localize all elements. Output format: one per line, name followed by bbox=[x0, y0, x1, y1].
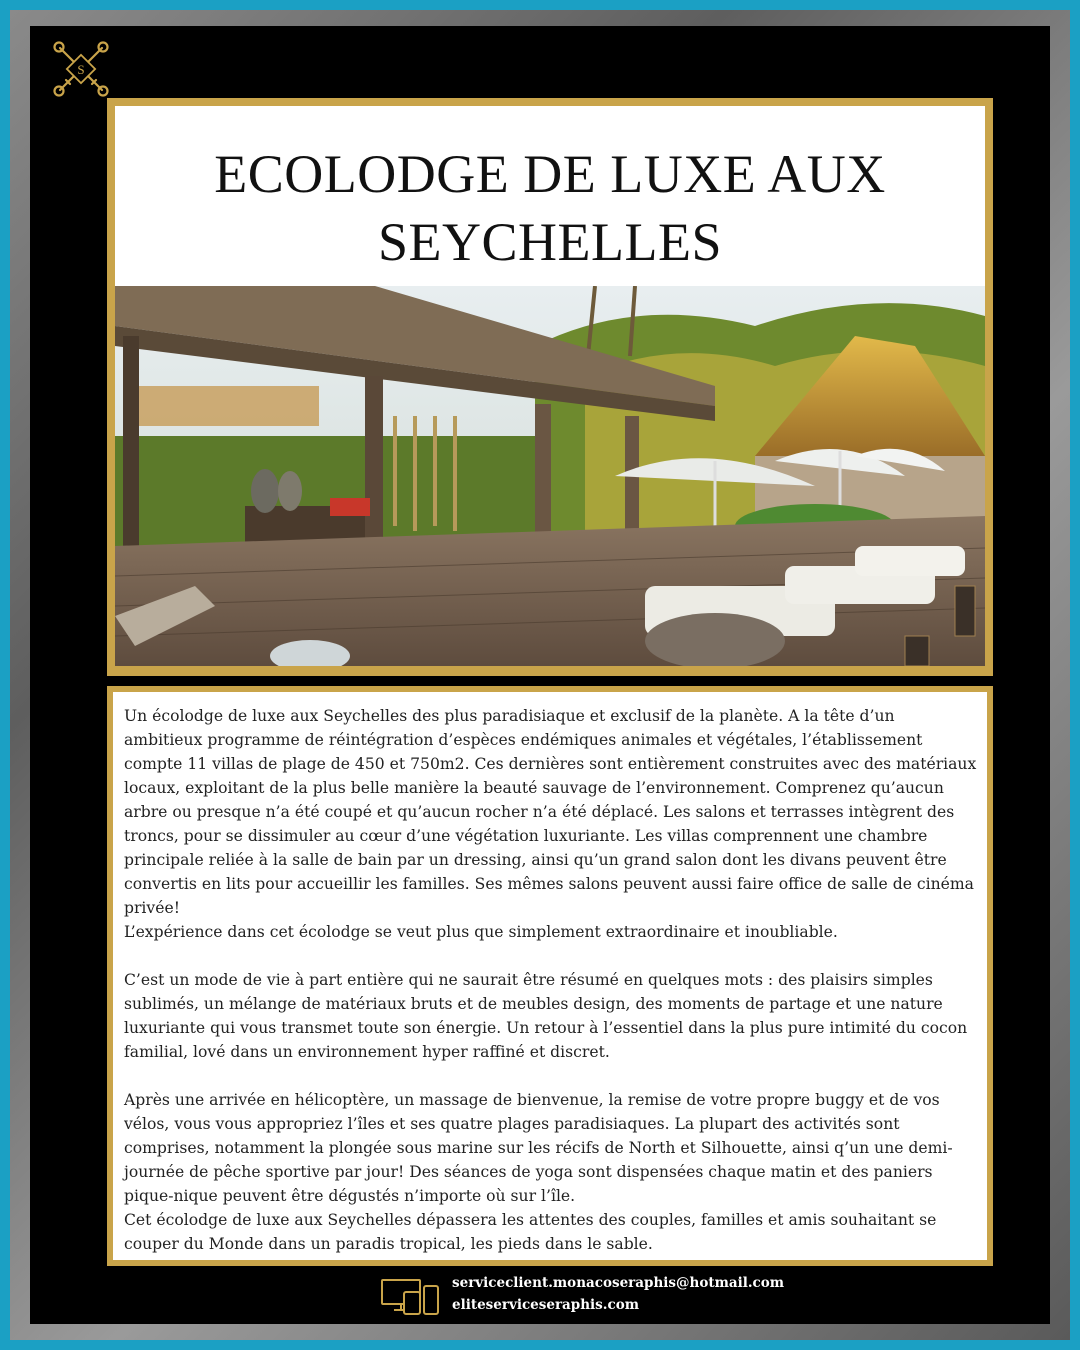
resort-terrace-photo bbox=[115, 286, 985, 666]
contact-footer bbox=[380, 1272, 800, 1318]
title-card bbox=[107, 98, 993, 676]
page-title bbox=[115, 140, 985, 276]
devices-icon bbox=[380, 1278, 442, 1316]
logo-letter: S bbox=[77, 62, 85, 77]
article-card bbox=[107, 686, 993, 1266]
article-body bbox=[113, 692, 987, 1260]
article-paragraph-2: C’est un mode de vie à part entière qui ne saurait être résumé en quelques mots : des plaisirs simples sublimés, un mélange de matériaux bruts et de meubles design, des moments de partage et une nature luxuriante qui vous transmet toute son énergie. Un retour à l’essentiel dans la plus pure intimité du cocon familial, lové dans un environnement hyper raffiné et discret. bbox=[124, 971, 968, 1061]
title-line-2: SEYCHELLES bbox=[377, 212, 722, 272]
title-line-1: ECOLODGE DE LUXE AUX bbox=[214, 144, 886, 204]
contact-website[interactable]: eliteserviceseraphis.com bbox=[452, 1297, 639, 1313]
title-panel bbox=[115, 106, 985, 286]
crossed-keys-monogram-icon bbox=[52, 40, 110, 98]
contact-email[interactable]: serviceclient.monacoseraphis@hotmail.com bbox=[452, 1275, 785, 1291]
article-paragraph-1: Un écolodge de luxe aux Seychelles des plus paradisiaque et exclusif de la planète. A la tête d’un ambitieux programme de réintégration d’espèces endémiques animales et végétales, l’établissement compte 11 villas de plage de 450 et 750m2. Ces dernières sont entièrement construites avec des matériaux locaux, exploitant de la plus belle manière la beauté sauvage de l’environnement. Comprenez qu’aucun arbre ou presque n’a été coupé et qu’aucun rocher n’a été déplacé. Les salons et terrasses intègrent des troncs, pour se dissimuler au cœur d’une végétation luxuriante. Les villas comprennent une chambre principale reliée à la salle de bain par un dressing, ainsi qu’un grand salon dont les divans peuvent être convertis en lits pour accueillir les familles. Ses mêmes salons peuvent aussi faire office de salle de cinéma privée! L’expérience dans cet écolodge se veut plus que simplement extraordinaire et inoubliable. bbox=[124, 707, 977, 941]
article-paragraph-3: Après une arrivée en hélicoptère, un massage de bienvenue, la remise de votre propre buggy et de vos vélos, vous vous appropriez l’îles et ses quatre plages paradisiaques. La plupart des activités sont comprises, notamment la plongée sous marine sur les récifs de North et Silhouette, ainsi q’un une demi-journée de pêche sportive par jour! Des séances de yoga sont dispensées chaque matin et des paniers pique-nique peuvent être dégustés n’importe où sur l’île. Cet écolodge de luxe aux Seychelles dépassera les attentes des couples, familles et amis souhaitant se couper du Monde dans un paradis tropical, les pieds dans le sable. bbox=[124, 1091, 953, 1253]
